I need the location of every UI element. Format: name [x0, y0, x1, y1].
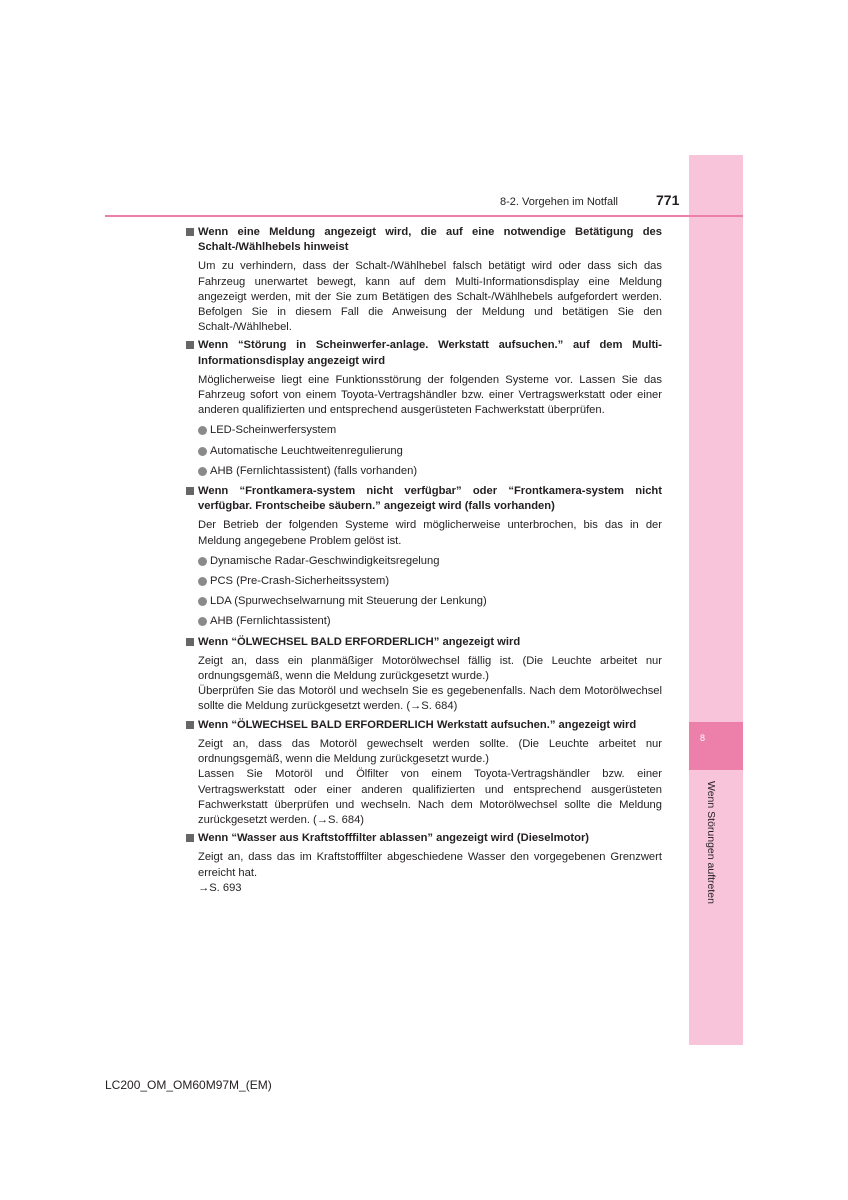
content-item: [186, 831, 662, 896]
page-reference-link[interactable]: →S. 693: [198, 881, 242, 894]
square-bullet-icon: [186, 228, 194, 236]
list-item: PCS (Pre-Crash-Sicherheitssystem): [186, 574, 662, 589]
content-item: [186, 338, 662, 479]
square-bullet-icon: [186, 834, 194, 842]
circle-bullet-icon: [198, 447, 207, 456]
item-paragraph: Um zu verhindern, dass der Schalt-/Wählhebel falsch betätigt wird oder dass sich das Fahrzeug unerwartet bewegt, kann auf dem Multi-Informationsdisplay eine Meldung angezeigt werden, mit der Sie zum Betätigen des Schalt-/Wählhebels aufgefordert werden. Befolgen Sie in diesem Fall die Anweisung der Meldung und betätigen Sie den Schalt-/Wählhebel.: [198, 260, 662, 334]
item-paragraph: Lassen Sie Motoröl und Ölfilter von einem Toyota-Vertragshändler bzw. einer Vertragswerkstatt oder einer anderen qualifizierten und entsprechend ausgerüsteten Fachwerkstatt überprüfen und wechseln. Nach dem Motorölwechsel sollte die Meldung zurückgesetzt werden. (→S. 684): [198, 768, 662, 826]
square-bullet-icon: [186, 487, 194, 495]
circle-bullet-icon: [198, 597, 207, 606]
square-bullet-icon: [186, 341, 194, 349]
item-paragraph: Zeigt an, dass ein planmäßiger Motorölwechsel fällig ist. (Die Leuchte arbeitet nur ordnungsgemäß, wenn die Meldung zurückgesetzt wurde.): [198, 654, 662, 683]
content-item: [186, 635, 662, 715]
chapter-number: 8: [700, 733, 706, 743]
chapter-title: Wenn Störungen auftreten: [705, 781, 717, 904]
chapter-side-tab: [689, 155, 743, 1045]
page-number: 771: [656, 192, 680, 208]
square-bullet-icon: [186, 638, 194, 646]
item-heading: Wenn “Störung in Scheinwerfer-anlage. Werkstatt aufsuchen.” auf dem Multi-Informationsdisplay angezeigt wird: [186, 338, 662, 368]
footer-code: LC200_OM_OM60M97M_(EM): [105, 1078, 272, 1092]
item-paragraph: Zeigt an, dass das Motoröl gewechselt werden sollte. (Die Leuchte arbeitet nur ordnungsgemäß, wenn die Meldung zurückgesetzt wurde.): [198, 737, 662, 766]
list-item: AHB (Fernlichtassistent): [186, 614, 662, 629]
chapter-number-box: [689, 722, 743, 770]
circle-bullet-icon: [198, 617, 207, 626]
square-bullet-icon: [186, 721, 194, 729]
list-item: LED-Scheinwerfersystem: [186, 423, 662, 438]
list-item: Dynamische Radar-Geschwindigkeitsregelung: [186, 554, 662, 569]
content-item: [186, 484, 662, 630]
section-title: 8-2. Vorgehen im Notfall: [499, 196, 618, 208]
item-paragraph: Der Betrieb der folgenden Systeme wird möglicherweise unterbrochen, bis das in der Meldung angegebene Problem gelöst ist.: [198, 519, 662, 547]
header-rule: [105, 215, 743, 217]
item-paragraph: Möglicherweise liegt eine Funktionsstörung der folgenden Systeme vor. Lassen Sie das Fahrzeug sofort von einem Toyota-Vertragshändler bzw. einer Vertragswerkstatt oder einer anderen qualifizierten und entsprechend ausgerüsteten Fachwerkstatt überprüfen.: [198, 373, 662, 417]
content-item: [186, 225, 662, 335]
item-heading: Wenn “Frontkamera-system nicht verfügbar” oder “Frontkamera-system nicht verfügbar. Frontscheibe säubern.” angezeigt wird (falls vorhanden): [186, 484, 662, 514]
circle-bullet-icon: [198, 577, 207, 586]
item-heading: Wenn “ÖLWECHSEL BALD ERFORDERLICH Werkstatt aufsuchen.” angezeigt wird: [186, 718, 662, 733]
circle-bullet-icon: [198, 426, 207, 435]
content-item: [186, 718, 662, 828]
list-item: Automatische Leuchtweitenregulierung: [186, 444, 662, 459]
item-paragraph: Zeigt an, dass das im Kraftstofffilter abgeschiedene Wasser den vorgegebenen Grenzwert erreicht hat.: [198, 851, 662, 879]
circle-bullet-icon: [198, 467, 207, 476]
page-content: [186, 225, 662, 899]
item-paragraph: Überprüfen Sie das Motoröl und wechseln Sie es gegebenenfalls. Nach dem Motorölwechsel sollte die Meldung zurückgesetzt werden. (→S. 684): [198, 685, 662, 713]
item-heading: Wenn “ÖLWECHSEL BALD ERFORDERLICH” angezeigt wird: [186, 635, 662, 650]
list-item: AHB (Fernlichtassistent) (falls vorhanden): [186, 464, 662, 479]
item-heading: Wenn eine Meldung angezeigt wird, die auf eine notwendige Betätigung des Schalt-/Wählhebels hinweist: [186, 225, 662, 255]
list-item: LDA (Spurwechselwarnung mit Steuerung der Lenkung): [186, 594, 662, 609]
item-heading: Wenn “Wasser aus Kraftstofffilter ablassen” angezeigt wird (Dieselmotor): [186, 831, 662, 846]
circle-bullet-icon: [198, 557, 207, 566]
